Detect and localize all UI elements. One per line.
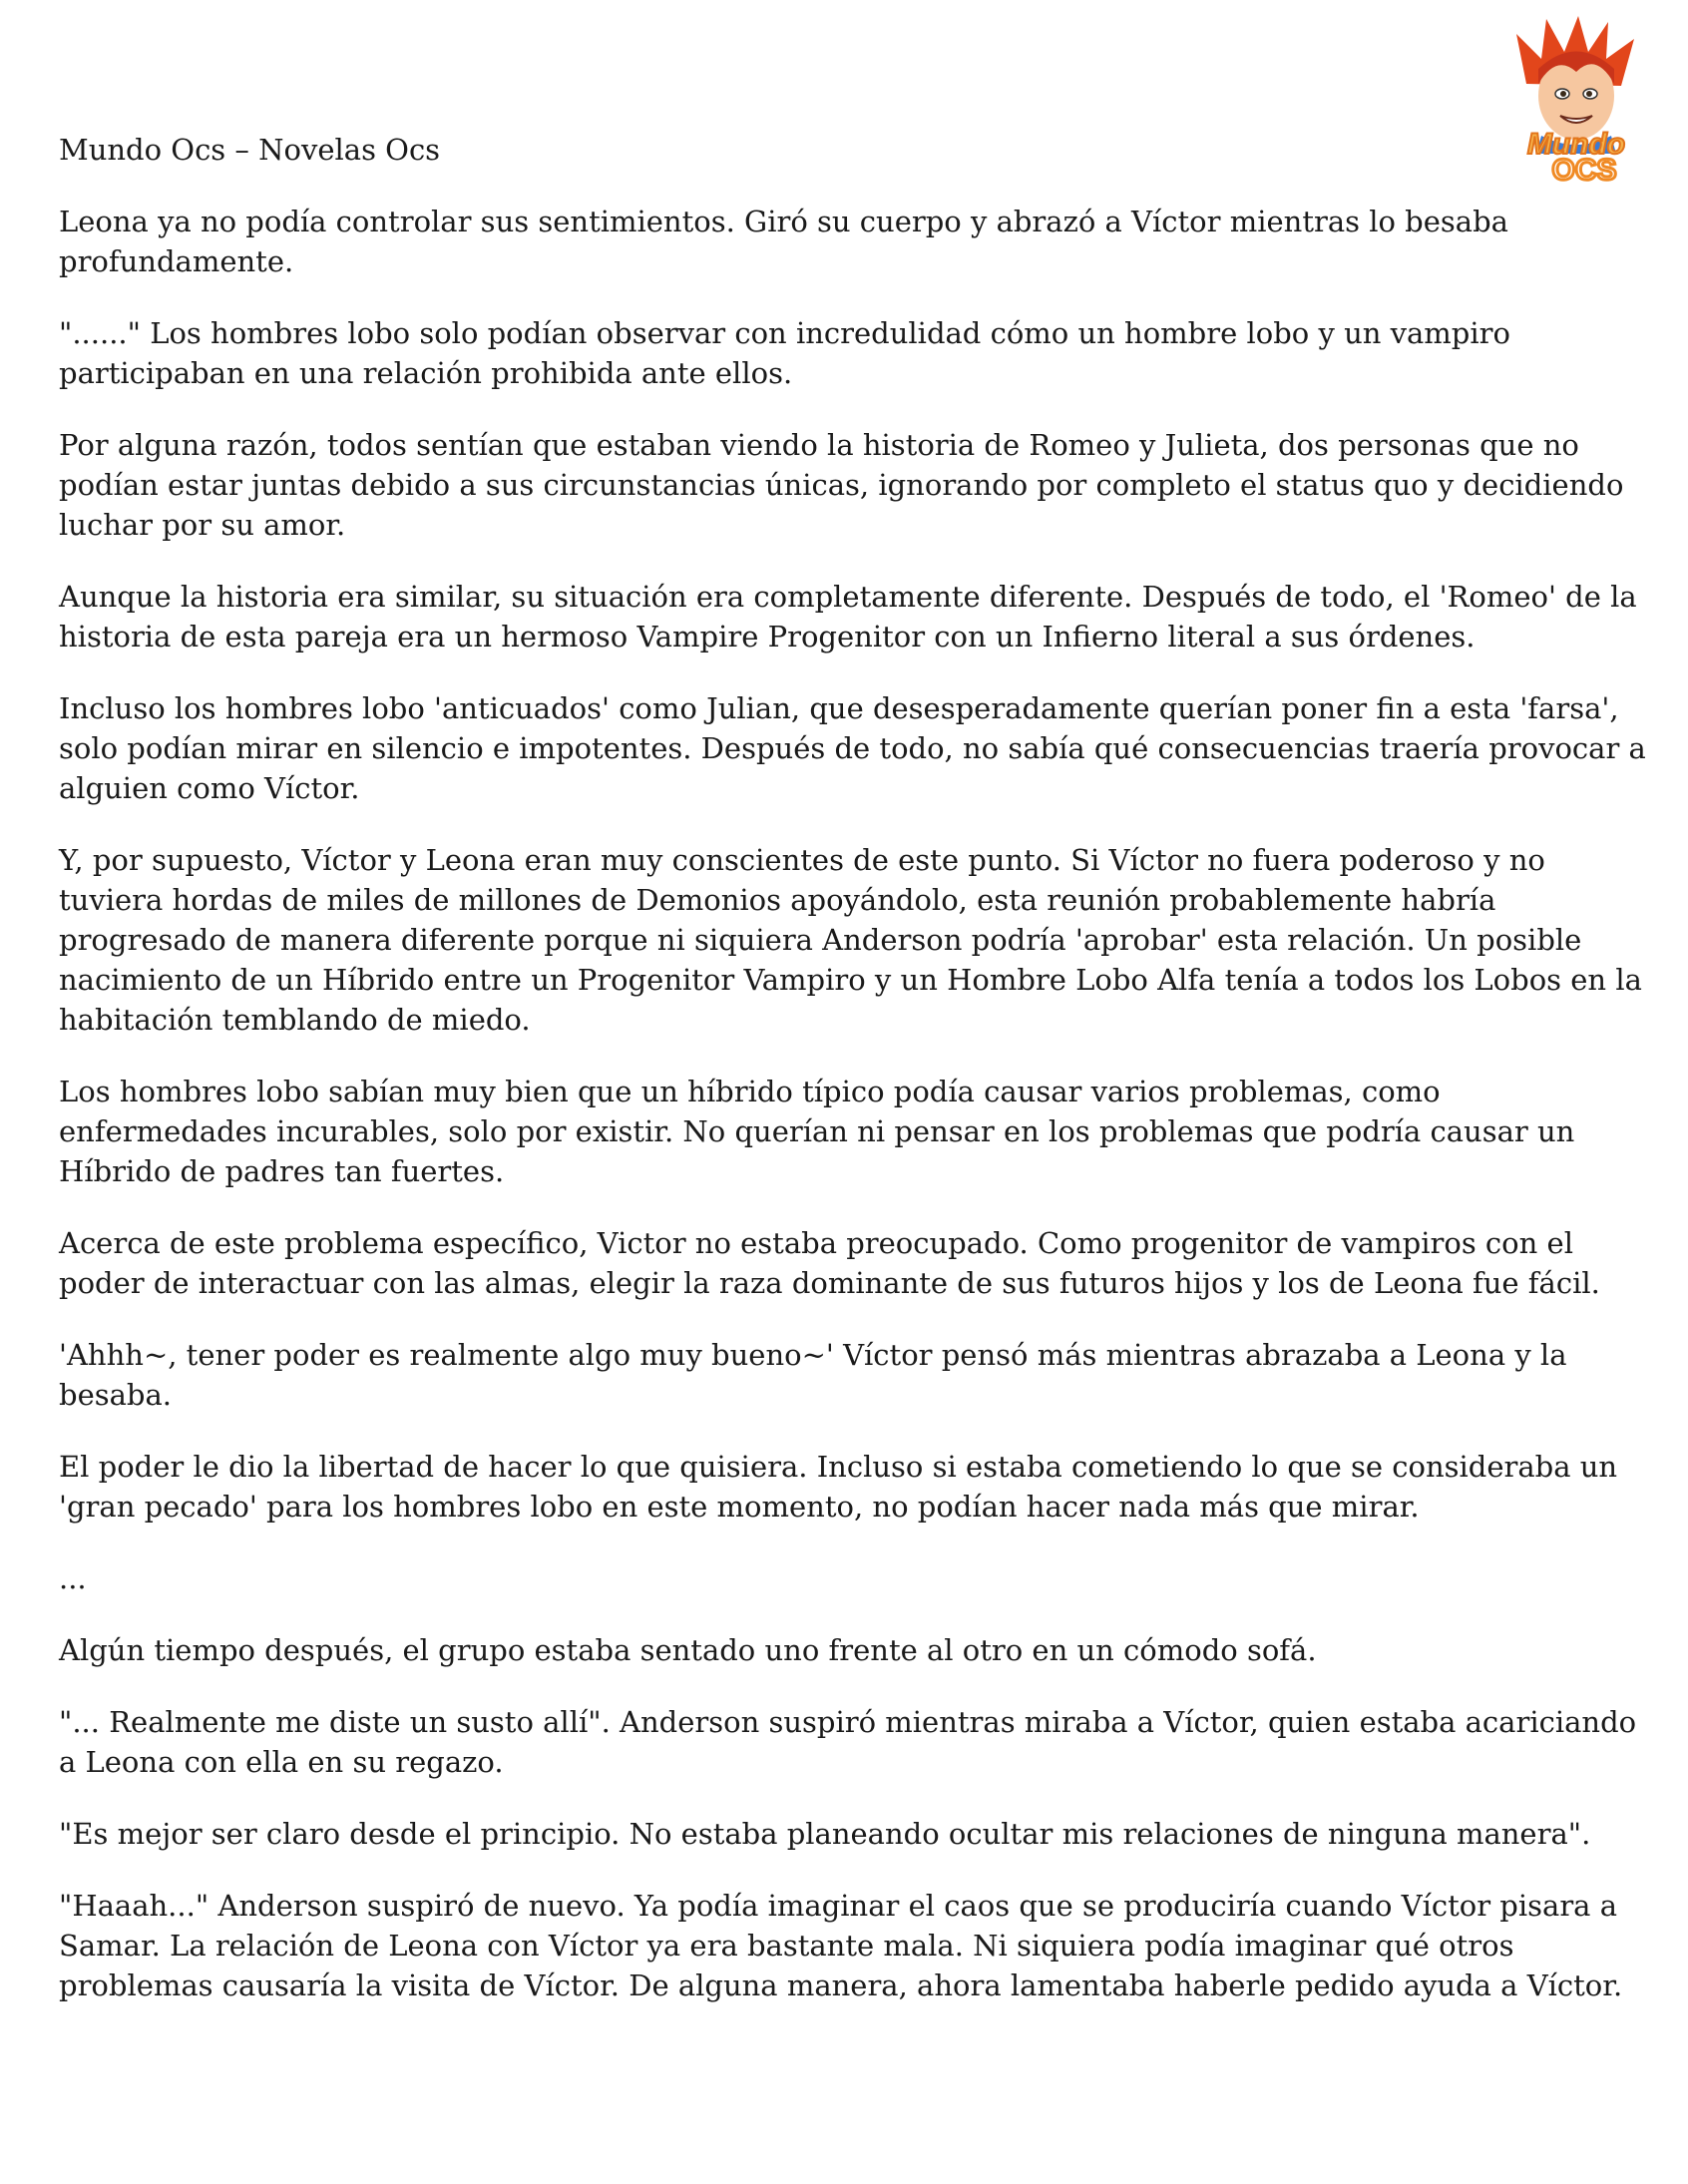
paragraph: "Es mejor ser claro desde el principio. No estaba planeando ocultar mis relaciones de ninguna manera". bbox=[59, 1817, 1591, 1851]
paragraph: "... Realmente me diste un susto allí". Anderson suspiró mientras miraba a Víctor, quien estaba acariciando a Leona con ella en su regazo. bbox=[59, 1705, 1637, 1779]
paragraph: El poder le dio la libertad de hacer lo que quisiera. Incluso si estaba cometiendo lo que se consideraba un 'gran pecado' para los hombres lobo en este momento, no podían hacer nada más que mirar. bbox=[59, 1450, 1618, 1524]
paragraph: Acerca de este problema específico, Victor no estaba preocupado. Como progenitor de vampiros con el poder de interactuar con las almas, elegir la raza dominante de sus futuros hijos y los de Leona fue fácil. bbox=[59, 1226, 1600, 1300]
paragraph: Y, por supuesto, Víctor y Leona eran muy conscientes de este punto. Si Víctor no fuera poderoso y no tuviera hordas de miles de millones de Demonios apoyándolo, esta reunión probablemente habría progresado de manera diferente porque ni siquiera Anderson podría 'aprobar' esta relación. Un posible nacimiento de un Híbrido entre un Progenitor Vampiro y un Hombre Lobo Alfa tenía a todos los Lobos en la habitación temblando de miedo. bbox=[59, 843, 1642, 1037]
paragraph: Aunque la historia era similar, su situación era completamente diferente. Después de todo, el 'Romeo' de la historia de esta pareja era un hermoso Vampire Progenitor con un Infierno literal a sus órdenes. bbox=[59, 580, 1637, 654]
site-title: Mundo Ocs – Novelas Ocs bbox=[59, 133, 441, 167]
document-body bbox=[59, 130, 1655, 2037]
paragraph: Por alguna razón, todos sentían que estaban viendo la historia de Romeo y Julieta, dos personas que no podían estar juntas debido a sus circunstancias únicas, ignorando por completo el status quo y decidiendo luchar por su amor. bbox=[59, 428, 1624, 542]
paragraph: Leona ya no podía controlar sus sentimientos. Giró su cuerpo y abrazó a Víctor mientras lo besaba profundamente. bbox=[59, 205, 1508, 278]
scene-break: ... bbox=[59, 1561, 87, 1595]
paragraph: 'Ahhh~, tener poder es realmente algo muy bueno~' Víctor pensó más mientras abrazaba a Leona y la besaba. bbox=[59, 1338, 1567, 1412]
svg-text:Mundo: Mundo bbox=[1526, 128, 1626, 161]
paragraph: "Haaah..." Anderson suspiró de nuevo. Ya podía imaginar el caos que se produciría cuando Víctor pisara a Samar. La relación de Leona con Víctor ya era bastante mala. Ni siquiera podía imaginar qué otros problemas causaría la visita de Víctor. De alguna manera, ahora lamentaba haberle pedido ayuda a Víctor. bbox=[59, 1889, 1623, 2002]
paragraph: Algún tiempo después, el grupo estaba sentado uno frente al otro en un cómodo sofá. bbox=[59, 1633, 1317, 1667]
svg-text:OCS: OCS bbox=[1551, 154, 1617, 184]
paragraph: "......" Los hombres lobo solo podían observar con incredulidad cómo un hombre lobo y un vampiro participaban en una relación prohibida ante ellos. bbox=[59, 316, 1510, 390]
paragraph: Los hombres lobo sabían muy bien que un híbrido típico podía causar varios problemas, como enfermedades incurables, solo por existir. No querían ni pensar en los problemas que podría causar un Híbrido de padres tan fuertes. bbox=[59, 1075, 1575, 1188]
paragraph: Incluso los hombres lobo 'anticuados' como Julian, que desesperadamente querían poner fin a esta 'farsa', solo podían mirar en silencio e impotentes. Después de todo, no sabía qué consecuencias traería provocar a alguien como Víctor. bbox=[59, 691, 1646, 805]
